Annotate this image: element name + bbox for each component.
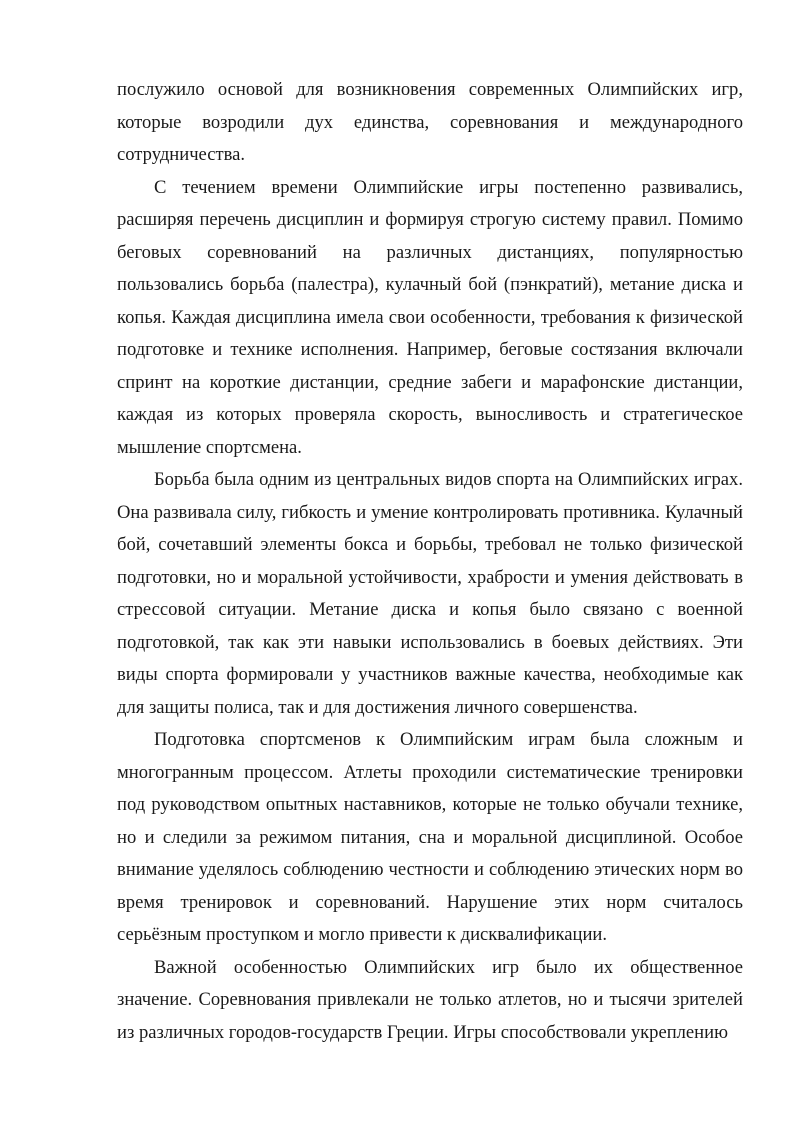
- paragraph: Борьба была одним из центральных видов спорта на Олимпийских играх. Она развивала силу, гибкость и умение контролировать противника. Кулачный бой, сочетавший элементы бокса и борьбы, требовал не только физической подготовки, но и моральной устойчивости, храбрости и умения действовать в стрессовой ситуации. Метание диска и копья было связано с военной подготовкой, так как эти навыки использовались в боевых действиях. Эти виды спорта формировали у участников важные качества, необходимые как для защиты полиса, так и для достижения личного совершенства.: [117, 469, 743, 718]
- paragraph-continuation: послужило основой для возникновения современных Олимпийских игр, которые возродили дух единства, соревнования и международного сотрудничества.: [117, 79, 743, 165]
- paragraph: Важной особенностью Олимпийских игр было их общественное значение. Соревнования привлекали не только атлетов, но и тысячи зрителей из различных городов-государств Греции. Игры способствовали укреплению: [117, 956, 743, 1043]
- body-text: [117, 74, 743, 1049]
- paragraph: С течением времени Олимпийские игры постепенно развивались, расширяя перечень дисциплин и формируя строгую систему правил. Помимо беговых соревнований на различных дистанциях, популярностью пользовались борьба (палестра), кулачный бой (пэнкратий), метание диска и копья. Каждая дисциплина имела свои особенности, требования к физической подготовке и технике исполнения. Например, беговые состязания включали спринт на короткие дистанции, средние забеги и марафонские дистанции, каждая из которых проверяла скорость, выносливость и стратегическое мышление спортсмена.: [117, 176, 743, 458]
- paragraph: Подготовка спортсменов к Олимпийским играм была сложным и многогранным процессом. Атлеты проходили систематические тренировки под руководством опытных наставников, которые не только обучали технике, но и следили за режимом питания, сна и моральной дисциплиной. Особое внимание уделялось соблюдению честности и соблюдению этических норм во время тренировок и соревнований. Нарушение этих норм считалось серьёзным проступком и могло привести к дисквалификации.: [117, 729, 743, 945]
